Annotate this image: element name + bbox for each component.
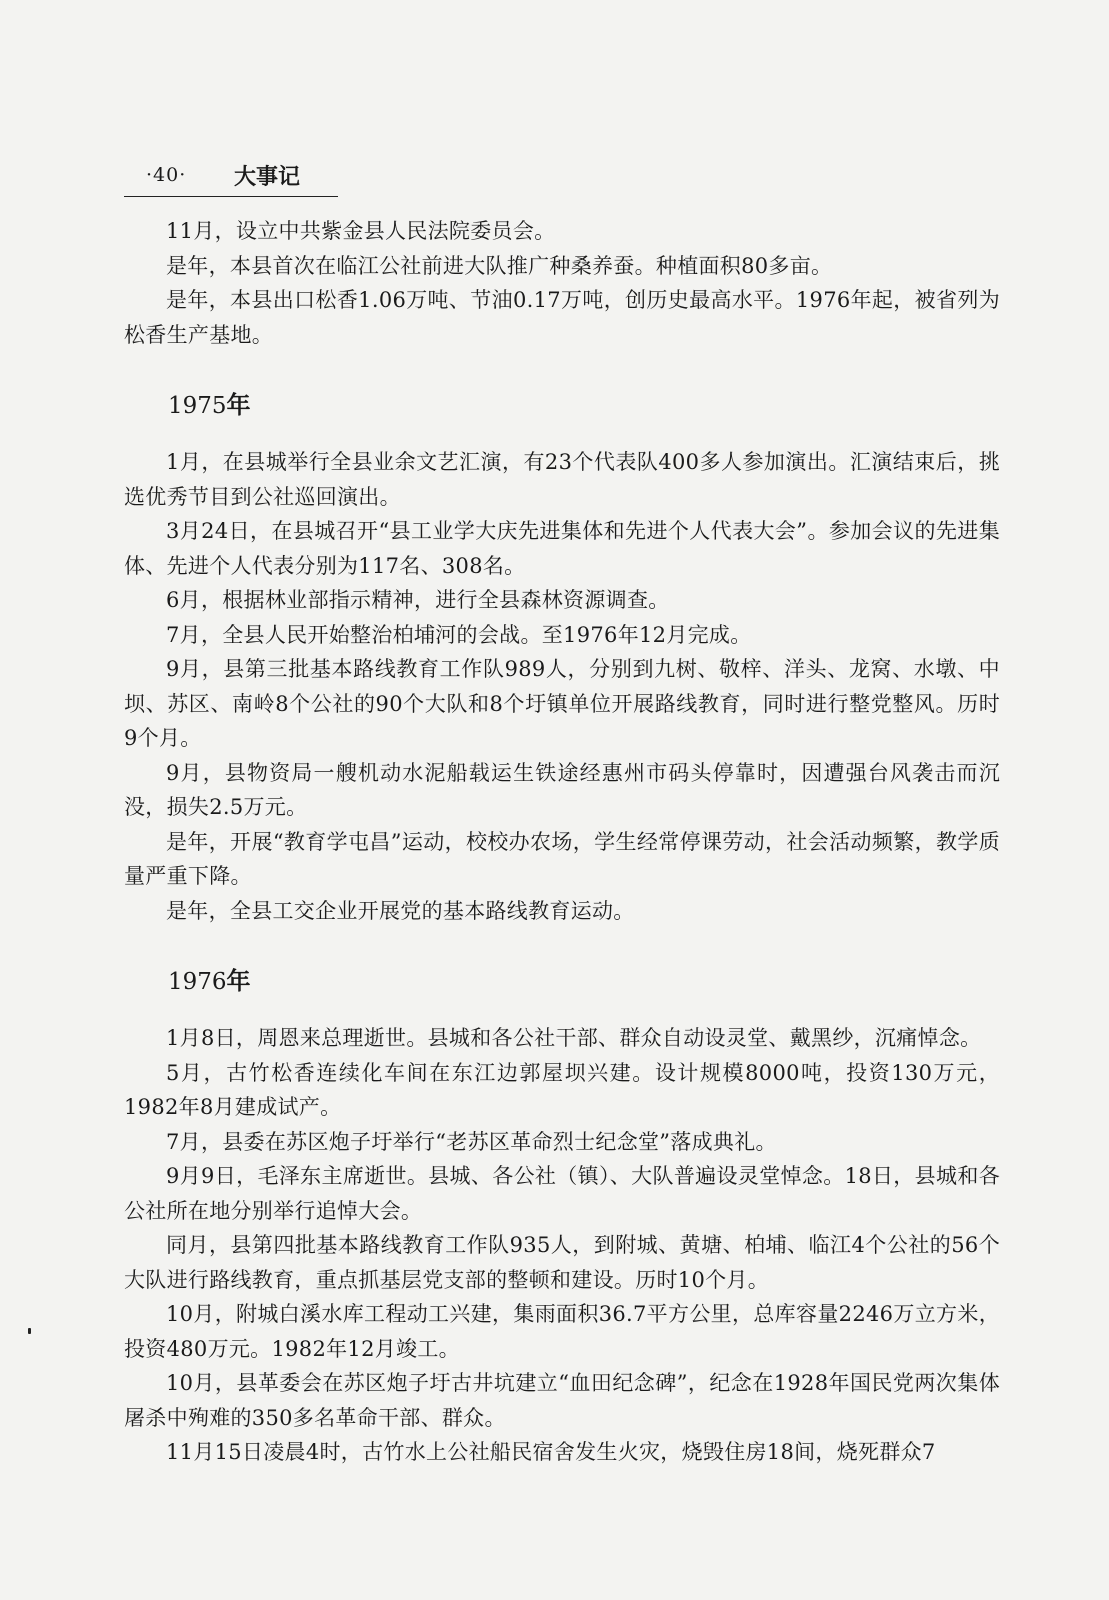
paragraph: 3月24日，在县城召开“县工业学大庆先进集体和先进个人代表大会”。参加会议的先进集体、先进个人代表分别为117名、308名。 xyxy=(124,519,1000,578)
paragraph: 5月，古竹松香连续化车间在东江边郭屋坝兴建。设计规模8000吨，投资130万元，1982年8月建成试产。 xyxy=(124,1060,1000,1119)
year-heading-1975 xyxy=(124,388,1000,423)
paragraph: 1月8日，周恩来总理逝世。县城和各公社干部、群众自动设灵堂、戴黑纱，沉痛悼念。 xyxy=(166,1026,982,1050)
paragraph: 6月，根据林业部指示精神，进行全县森林资源调查。 xyxy=(166,588,670,612)
paragraph: 11月15日凌晨4时，古竹水上公社船民宿舍发生火灾，烧毁住房18间，烧死群众7 xyxy=(166,1440,936,1464)
paragraph: 9月，县物资局一艘机动水泥船载运生铁途经惠州市码头停靠时，因遭强台风袭击而沉没，损失2.5万元。 xyxy=(124,760,1000,819)
paragraph: 是年，本县出口松香1.06万吨、节油0.17万吨，创历史最高水平。1976年起，被省列为松香生产基地。 xyxy=(124,288,1000,347)
body-text xyxy=(124,214,1000,1470)
scan-speck xyxy=(28,1328,31,1334)
paragraph: 同月，县第四批基本路线教育工作队935人，到附城、黄塘、柏埔、临江4个公社的56个大队进行路线教育，重点抓基层党支部的整顿和建设。历时10个月。 xyxy=(124,1233,1000,1292)
page-header xyxy=(124,158,338,197)
year-number: 1975 xyxy=(168,393,227,419)
paragraph: 7月，全县人民开始整治柏埔河的会战。至1976年12月完成。 xyxy=(166,622,752,647)
year-heading-1976 xyxy=(124,964,1000,999)
paragraph: 是年，开展“教育学屯昌”运动，校校办农场，学生经常停课劳动，社会活动频繁，教学质量严重下降。 xyxy=(124,829,1000,888)
paragraph: 10月，附城白溪水库工程动工兴建，集雨面积36.7平方公里，总库容量2246万立方米，投资480万元。1982年12月竣工。 xyxy=(124,1302,1000,1361)
paragraph: 是年，本县首次在临江公社前进大队推广种桑养蚕。种植面积80多亩。 xyxy=(166,253,833,278)
paragraph: 11月，设立中共紫金县人民法院委员会。 xyxy=(166,219,556,243)
year-suffix: 年 xyxy=(226,967,251,995)
paragraph: 9月9日，毛泽东主席逝世。县城、各公社（镇）、大队普遍设灵堂悼念。18日，县城和各公社所在地分别举行追悼大会。 xyxy=(124,1164,1000,1223)
year-number: 1976 xyxy=(168,969,227,995)
page-number: ·40· xyxy=(146,164,187,186)
paragraph: 是年，全县工交企业开展党的基本路线教育运动。 xyxy=(166,898,635,923)
paragraph: 1月，在县城举行全县业余文艺汇演，有23个代表队400多人参加演出。汇演结束后，挑选优秀节目到公社巡回演出。 xyxy=(124,450,1000,509)
paragraph: 10月，县革委会在苏区炮子圩古井坑建立“血田纪念碑”，纪念在1928年国民党两次集体屠杀中殉难的350多名革命干部、群众。 xyxy=(124,1371,1000,1430)
section-title: 大事记 xyxy=(234,165,301,190)
paragraph: 7月，县委在苏区炮子圩举行“老苏区革命烈士纪念堂”落成典礼。 xyxy=(166,1129,777,1154)
year-suffix: 年 xyxy=(226,391,251,419)
paragraph: 9月，县第三批基本路线教育工作队989人，分别到九树、敬梓、洋头、龙窝、水墩、中坝、苏区、南岭8个公社的90个大队和8个圩镇单位开展路线教育，同时进行整党整风。历时9个月。 xyxy=(124,657,1000,750)
